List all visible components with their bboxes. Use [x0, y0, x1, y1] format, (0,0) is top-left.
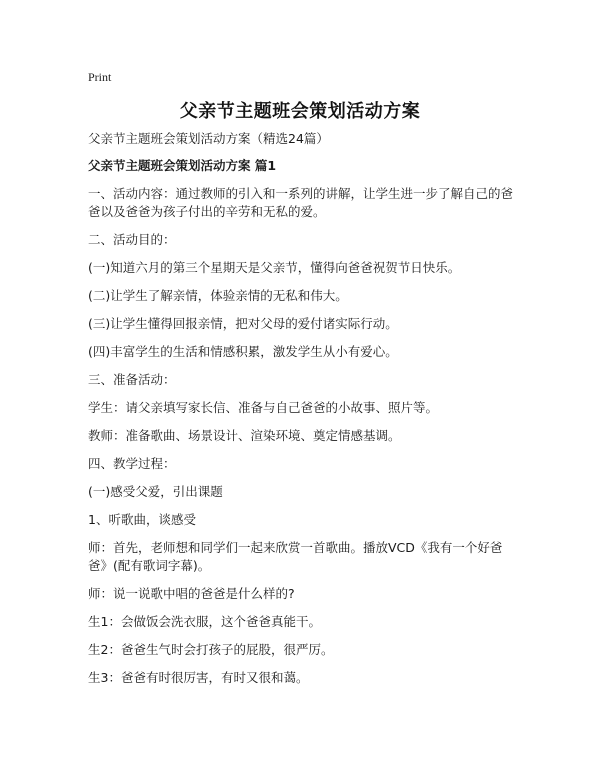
paragraph-teacher-question: 师：说一说歌中唱的爸爸是什么样的? — [88, 586, 295, 601]
paragraph-goal-2: (二)让学生了解亲情，体验亲情的无私和伟大。 — [88, 288, 348, 303]
paragraph-activity-content: 一、活动内容：通过教师的引入和一系列的讲解，让学生进一步了解自己的爸爸以及爸爸为孩子付出的辛劳和无私的爱。 — [88, 186, 514, 219]
paragraph-step-1-1: 1、听歌曲，谈感受 — [88, 512, 196, 527]
paragraph-preparation-students: 学生：请父亲填写家长信、准备与自己爸爸的小故事、照片等。 — [88, 400, 439, 415]
paragraph-goal-3: (三)让学生懂得回报亲情，把对父母的爱付诸实际行动。 — [88, 316, 398, 331]
paragraph-teaching-process-heading: 四、教学过程： — [88, 456, 176, 471]
paragraph-goal-4: (四)丰富学生的生活和情感积累，激发学生从小有爱心。 — [88, 344, 398, 359]
page-title: 父亲节主题班会策划活动方案 — [179, 101, 421, 122]
print-link[interactable]: Print — [88, 70, 112, 84]
paragraph-activity-goals-heading: 二、活动目的： — [88, 232, 176, 247]
paragraph-student-3: 生3：爸爸有时很厉害，有时又很和蔼。 — [88, 670, 309, 685]
paragraph-goal-1: (一)知道六月的第三个星期天是父亲节，懂得向爸爸祝贺节日快乐。 — [88, 260, 461, 275]
article-body — [88, 130, 520, 697]
paragraph-student-1: 生1：会做饭会洗衣服，这个爸爸真能干。 — [88, 614, 321, 629]
paragraph-teacher-intro: 师：首先，老师想和同学们一起来欣赏一首歌曲。播放VCD《我有一个好爸爸》(配有歌词字幕)。 — [88, 540, 503, 573]
paragraph-student-2: 生2：爸爸生气时会打孩子的屁股，很严厉。 — [88, 642, 334, 657]
article-subtitle: 父亲节主题班会策划活动方案（精选24篇） — [88, 131, 329, 146]
section-heading: 父亲节主题班会策划活动方案 篇1 — [88, 158, 277, 173]
paragraph-preparation-heading: 三、准备活动： — [88, 372, 176, 387]
paragraph-preparation-teacher: 教师：准备歌曲、场景设计、渲染环境、奠定情感基调。 — [88, 428, 401, 443]
paragraph-step-1-heading: (一)感受父爱，引出课题 — [88, 484, 223, 499]
